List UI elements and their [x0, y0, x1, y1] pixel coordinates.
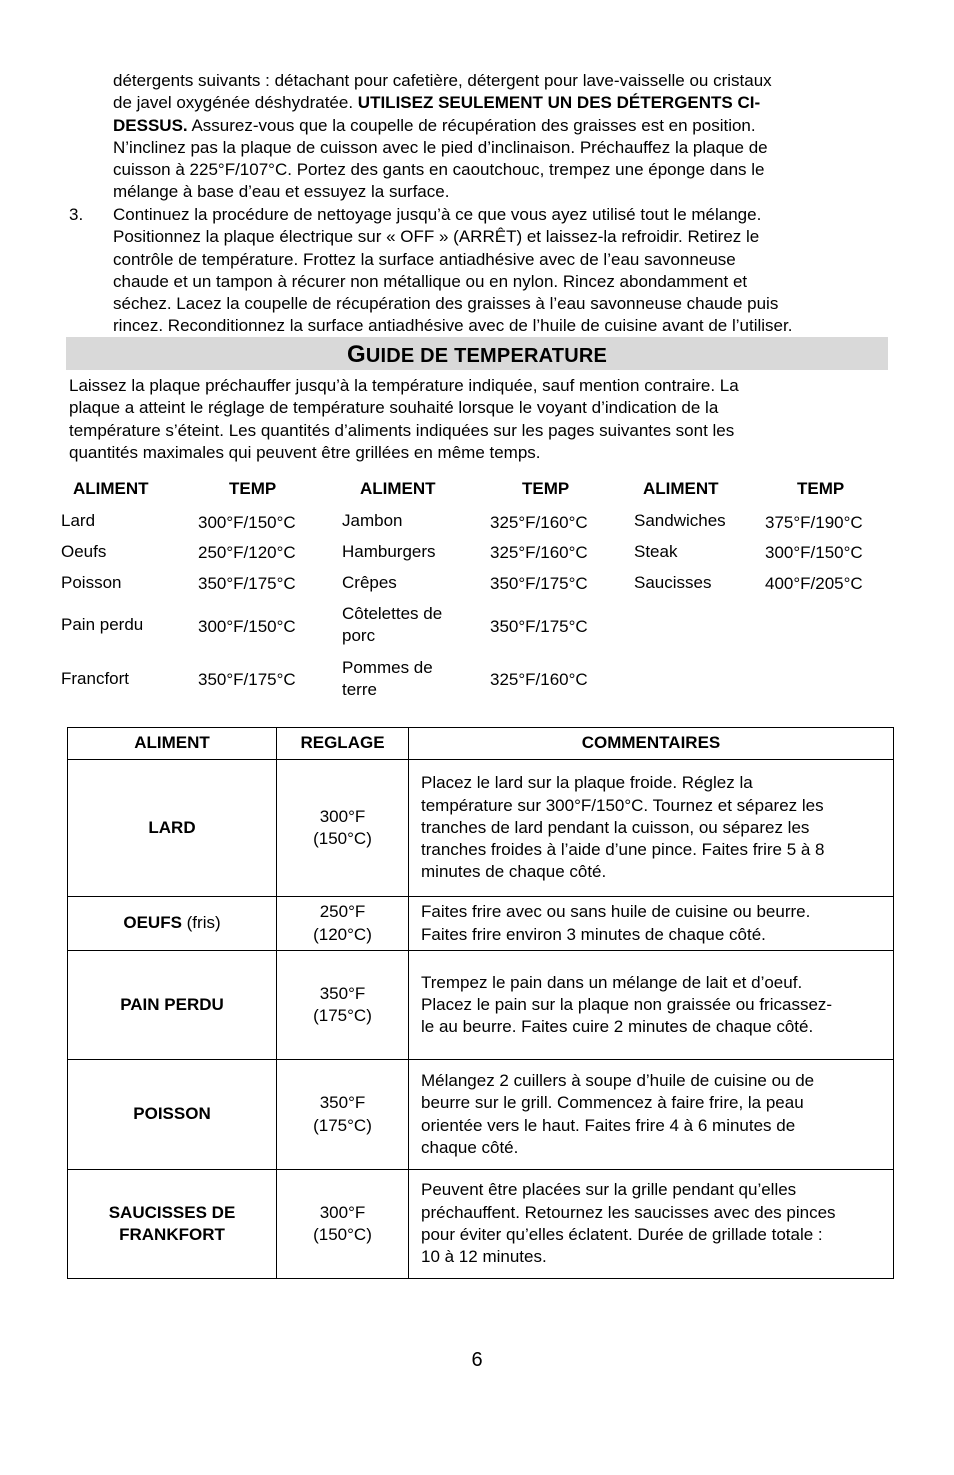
table-row — [68, 1170, 894, 1279]
temp-table-header: TEMP — [797, 479, 845, 498]
intro-line: de javel oxygénée déshydratée. UTILISEZ SEULEMENT UN DES DÉTERGENTS CI- — [113, 93, 761, 113]
temp-food: Hamburgers — [342, 542, 436, 561]
step-line: rincez. Reconditionnez la surface antiadhésive avec de l’huile de cuisine avant de l’utiliser. — [113, 316, 793, 336]
temp-value: 350°F/175°C — [198, 670, 296, 689]
column-header: REGLAGE — [277, 728, 409, 760]
temp-food: Steak — [634, 542, 678, 561]
temp-food: Francfort — [61, 669, 130, 688]
temp-table-header: TEMP — [522, 479, 570, 498]
temp-food: Lard — [61, 511, 96, 530]
guide-intro — [69, 375, 889, 464]
table-row — [68, 897, 894, 951]
step-3-text — [113, 204, 903, 338]
food-cell: PAIN PERDU — [68, 951, 277, 1060]
temp-value: 350°F/175°C — [490, 574, 588, 593]
table-row — [68, 951, 894, 1060]
temp-food: Oeufs — [61, 542, 107, 561]
setting-cell: 350°F (175°C) — [277, 1060, 409, 1170]
temp-value: 250°F/120°C — [198, 543, 296, 562]
setting-cell: 300°F (150°C) — [277, 1170, 409, 1279]
section-heading-bar — [66, 337, 888, 370]
guide-line: quantités maximales qui peuvent être grillées en même temps. — [69, 442, 541, 462]
setting-cell: 250°F (120°C) — [277, 897, 409, 951]
food-cell: LARD — [68, 760, 277, 897]
food-cell: SAUCISSES DE FRANKFORT — [68, 1170, 277, 1279]
intro-paragraph — [113, 70, 893, 204]
table-row — [68, 760, 894, 897]
temp-value: 400°F/205°C — [765, 574, 863, 593]
intro-line: cuisson à 225°F/107°C. Portez des gants en caoutchouc, trempez une éponge dans le — [113, 160, 765, 180]
temp-table-header: ALIMENT — [73, 479, 149, 498]
temp-food: Pommes de terre — [342, 658, 433, 699]
column-header: COMMENTAIRES — [409, 728, 894, 760]
step-line: séchez. Lacez la coupelle de récupération des graisses à l’eau savonneuse chaude puis — [113, 294, 779, 314]
page-number: 6 — [471, 1349, 483, 1371]
step-number: 3. — [69, 205, 84, 224]
intro-line: N’inclinez pas la plaque de cuisson avec le pied d’inclinaison. Préchauffez la plaque de — [113, 137, 768, 157]
temp-value: 325°F/160°C — [490, 670, 588, 689]
intro-emphasis: DESSUS. — [113, 115, 188, 135]
temp-table-header: TEMP — [229, 479, 277, 498]
table-header-row — [68, 728, 894, 760]
intro-line: mélange à base d’eau et essuyez la surface. — [113, 182, 450, 202]
intro-line: détergents suivants : détachant pour cafetière, détergent pour lave-vaisselle ou cristaux — [113, 71, 772, 90]
step-line: Continuez la procédure de nettoyage jusqu’à ce que vous ayez utilisé tout le mélange. — [113, 205, 762, 224]
temp-food: Côtelettes de porc — [342, 604, 443, 645]
temp-table-header: ALIMENT — [643, 479, 719, 498]
comment-cell: Peuvent être placées sur la grille pendant qu’elles préchauffent. Retournez les saucisses avec des pinces pour éviter qu’elles éclatent. Durée de grillade totale : 10 à 12 minutes. — [409, 1170, 894, 1279]
cooking-settings-table — [67, 727, 894, 1279]
setting-cell: 300°F (150°C) — [277, 760, 409, 897]
comment-cell: Mélangez 2 cuillers à soupe d’huile de cuisine ou de beurre sur le grill. Commencez à faire frire, la peau orientée vers le haut. Faites frire 4 à 6 minutes de chaque côté. — [409, 1060, 894, 1170]
temp-value: 325°F/160°C — [490, 513, 588, 532]
step-line: Positionnez la plaque électrique sur « OFF » (ARRÊT) et laissez-la refroidir. Retirez le — [113, 227, 760, 247]
temp-value: 325°F/160°C — [490, 543, 588, 562]
guide-line: Laissez la plaque préchauffer jusqu’à la température indiquée, sauf mention contraire. La — [69, 376, 739, 395]
table-row — [68, 1060, 894, 1170]
temp-food: Pain perdu — [61, 615, 144, 634]
intro-emphasis: UTILISEZ SEULEMENT UN DES DÉTERGENTS CI- — [357, 93, 761, 113]
guide-line: température s’éteint. Les quantités d’aliments indiquées sur les pages suivantes sont les — [69, 420, 735, 440]
comment-cell: Trempez le pain dans un mélange de lait et d’oeuf. Placez le pain sur la plaque non graissée ou fricassez- le au beurre. Faites cuire 2 minutes de chaque côté. — [409, 951, 894, 1060]
comment-cell: Faites frire avec ou sans huile de cuisine ou beurre. Faites frire environ 3 minutes de chaque côté. — [409, 897, 894, 951]
temp-value: 375°F/190°C — [765, 513, 863, 532]
temp-value: 300°F/150°C — [765, 543, 863, 562]
temp-food: Crêpes — [342, 573, 397, 592]
food-cell: OEUFS (fris) — [68, 897, 277, 951]
temp-food: Sandwiches — [634, 511, 726, 530]
temp-food: Poisson — [61, 573, 122, 592]
temp-food: Jambon — [342, 511, 403, 530]
temp-table-header: ALIMENT — [360, 479, 436, 498]
temp-value: 300°F/150°C — [198, 513, 296, 532]
column-header: ALIMENT — [68, 728, 277, 760]
intro-line: DESSUS. Assurez-vous que la coupelle de récupération des graisses est en position. — [113, 115, 756, 135]
section-title: GUIDE DE TEMPERATURE — [346, 341, 608, 368]
comment-cell: Placez le lard sur la plaque froide. Réglez la température sur 300°F/150°C. Tournez et séparez les tranches de lard pendant la cuisson, ou séparez les tranches froides à l’aide d’une pince. Faites frire 5 à 8 minutes de chaque côté. — [409, 760, 894, 897]
setting-cell: 350°F (175°C) — [277, 951, 409, 1060]
food-cell: POISSON — [68, 1060, 277, 1170]
step-line: contrôle de température. Frottez la surface antiadhésive avec de l’eau savonneuse — [113, 249, 736, 269]
temp-value: 350°F/175°C — [198, 574, 296, 593]
temp-value: 300°F/150°C — [198, 617, 296, 636]
guide-line: plaque a atteint le réglage de température souhaité lorsque le voyant d’indication de la — [69, 398, 719, 418]
step-line: chaude et un tampon à récurer non métallique ou en nylon. Rincez abondamment et — [113, 271, 748, 291]
temp-value: 350°F/175°C — [490, 617, 588, 636]
temp-food: Saucisses — [634, 573, 712, 592]
